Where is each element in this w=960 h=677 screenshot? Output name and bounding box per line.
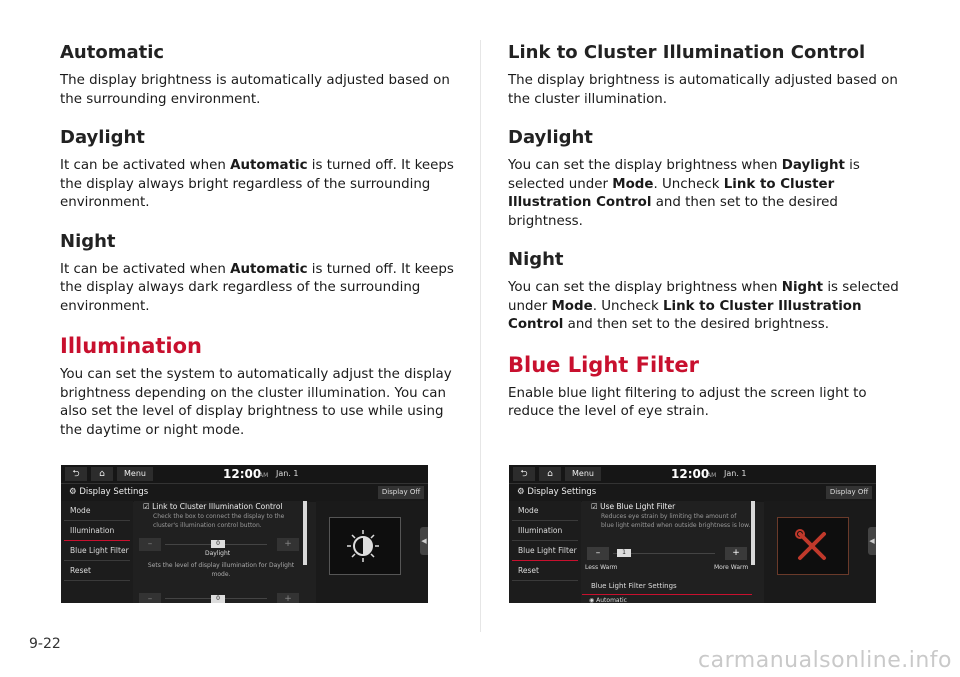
scrollbar[interactable] <box>751 501 755 565</box>
sidebar-item-reset[interactable]: Reset <box>64 561 130 581</box>
menu-button[interactable]: Menu <box>565 467 601 481</box>
automatic-section <box>60 38 460 109</box>
slider-value-2: 0 <box>211 595 225 603</box>
status-bar <box>509 465 876 483</box>
back-icon[interactable]: ⮌ <box>513 467 535 481</box>
tools-icon <box>778 518 848 574</box>
column-divider <box>480 40 481 632</box>
slider-value: 1 <box>617 549 631 557</box>
link-cluster-checkbox[interactable]: ☑ Link to Cluster Illumination Control <box>143 502 283 511</box>
selection-line <box>582 594 752 595</box>
night-heading: Night <box>60 230 116 252</box>
settings-header <box>61 483 428 502</box>
illumination-section <box>60 330 460 440</box>
blue-light-heading: Blue Light Filter <box>508 352 699 377</box>
sidebar-item-illumination[interactable]: Illumination <box>64 521 130 541</box>
sidebar-item-mode[interactable]: Mode <box>64 501 130 521</box>
left-column <box>60 38 460 454</box>
link-section <box>508 38 908 109</box>
status-bar <box>61 465 428 483</box>
blue-light-screenshot <box>509 465 876 603</box>
checkbox-description: Reduces eye strain by limiting the amount of blue light emitted when outside brightness is low. <box>601 513 751 529</box>
monitor-preview <box>329 517 401 575</box>
link-text: The display brightness is automatically adjusted based on the cluster illumination. <box>508 73 898 107</box>
daylight-section <box>60 123 460 213</box>
illumination-screenshot <box>61 465 428 603</box>
clock-time: 12:00 <box>223 467 262 481</box>
link-heading: Link to Cluster Illumination Control <box>508 42 866 63</box>
night-text: It can be activated when Automatic is turned off. It keeps the display always dark regardless of the surrounding environment. <box>60 261 454 314</box>
automatic-text: The display brightness is automatically adjusted based on the surrounding environment. <box>60 73 450 107</box>
settings-title: ⚙ Display Settings <box>69 487 149 497</box>
illumination-heading: Illumination <box>60 334 202 358</box>
automatic-heading: Automatic <box>60 42 165 63</box>
clock-time: 12:00 <box>671 467 710 481</box>
clock-date: Jan. 1 <box>276 469 299 478</box>
sidebar-item-illumination[interactable]: Illumination <box>512 521 578 541</box>
right-night-heading: Night <box>508 249 564 270</box>
page-number: 9-22 <box>29 636 61 652</box>
filter-settings-label: Blue Light Filter Settings <box>591 582 677 590</box>
blue-light-text: Enable blue light filtering to adjust the screen light to reduce the level of eye strain. <box>508 385 867 419</box>
right-night-text: You can set the display brightness when Night is selected under Mode. Uncheck Link to Cluster Illustration Control and then set to the desired brightness. <box>508 280 899 332</box>
right-column <box>508 38 908 436</box>
display-off-button[interactable]: Display Off <box>826 486 872 499</box>
minus-button[interactable]: – <box>587 547 609 560</box>
less-warm-label: Less Warm <box>585 564 618 571</box>
watermark: carmanualsonline.info <box>698 648 952 673</box>
sidebar-item-blue-light-filter[interactable]: Blue Light Filter <box>512 541 578 561</box>
night-section <box>60 227 460 317</box>
minus-button-2[interactable]: – <box>139 593 161 603</box>
clock-date: Jan. 1 <box>724 469 747 478</box>
slider-value: 0 <box>211 540 225 548</box>
settings-header <box>509 483 876 502</box>
right-daylight-heading: Daylight <box>508 127 593 148</box>
home-icon[interactable]: ⌂ <box>91 467 113 481</box>
daylight-description: Sets the level of display illumination for Daylight mode. <box>147 562 295 578</box>
settings-sidebar <box>509 501 581 603</box>
minus-button[interactable]: – <box>139 538 161 551</box>
daylight-heading: Daylight <box>60 127 145 148</box>
daylight-label: Daylight <box>205 550 231 557</box>
sidebar-item-mode[interactable]: Mode <box>512 501 578 521</box>
plus-button[interactable]: + <box>725 547 747 560</box>
checkbox-description: Check the box to connect the display to the cluster's illumination control button. <box>153 513 285 529</box>
sidebar-item-reset[interactable]: Reset <box>512 561 578 581</box>
right-daylight-text: You can set the display brightness when Daylight is selected under Mode. Uncheck Link to Cluster Illustration Control and then set to the desired brightness. <box>508 158 860 229</box>
plus-button-2[interactable]: + <box>277 593 299 603</box>
display-off-button[interactable]: Display Off <box>378 486 424 499</box>
back-icon[interactable]: ⮌ <box>65 467 87 481</box>
home-icon[interactable]: ⌂ <box>539 467 561 481</box>
more-warm-label: More Warm <box>714 564 749 571</box>
right-daylight-section <box>508 123 908 231</box>
brightness-icon <box>330 518 400 574</box>
illumination-text: You can set the system to automatically adjust the display brightness depending on the cluster illumination. You can also set the level of display brightness to use while using the daytime or night mode. <box>60 367 452 438</box>
clock-ampm: AM <box>259 472 269 479</box>
settings-sidebar <box>61 501 133 603</box>
daylight-text: It can be activated when Automatic is turned off. It keeps the display always bright regardless of the surrounding environment. <box>60 158 454 210</box>
monitor-preview <box>777 517 849 575</box>
menu-button[interactable]: Menu <box>117 467 153 481</box>
automatic-option[interactable]: ◉ Automatic <box>589 597 627 603</box>
blue-light-checkbox[interactable]: ☑ Use Blue Light Filter <box>591 502 676 511</box>
sidebar-item-blue-light-filter[interactable]: Blue Light Filter <box>64 541 130 561</box>
blue-light-section <box>508 349 908 422</box>
clock-ampm: AM <box>707 472 717 479</box>
right-night-section <box>508 245 908 335</box>
scrollbar[interactable] <box>303 501 307 565</box>
plus-button[interactable]: + <box>277 538 299 551</box>
panel-handle-icon[interactable]: ◀ <box>868 527 876 555</box>
settings-title: ⚙ Display Settings <box>517 487 597 497</box>
panel-handle-icon[interactable]: ◀ <box>420 527 428 555</box>
